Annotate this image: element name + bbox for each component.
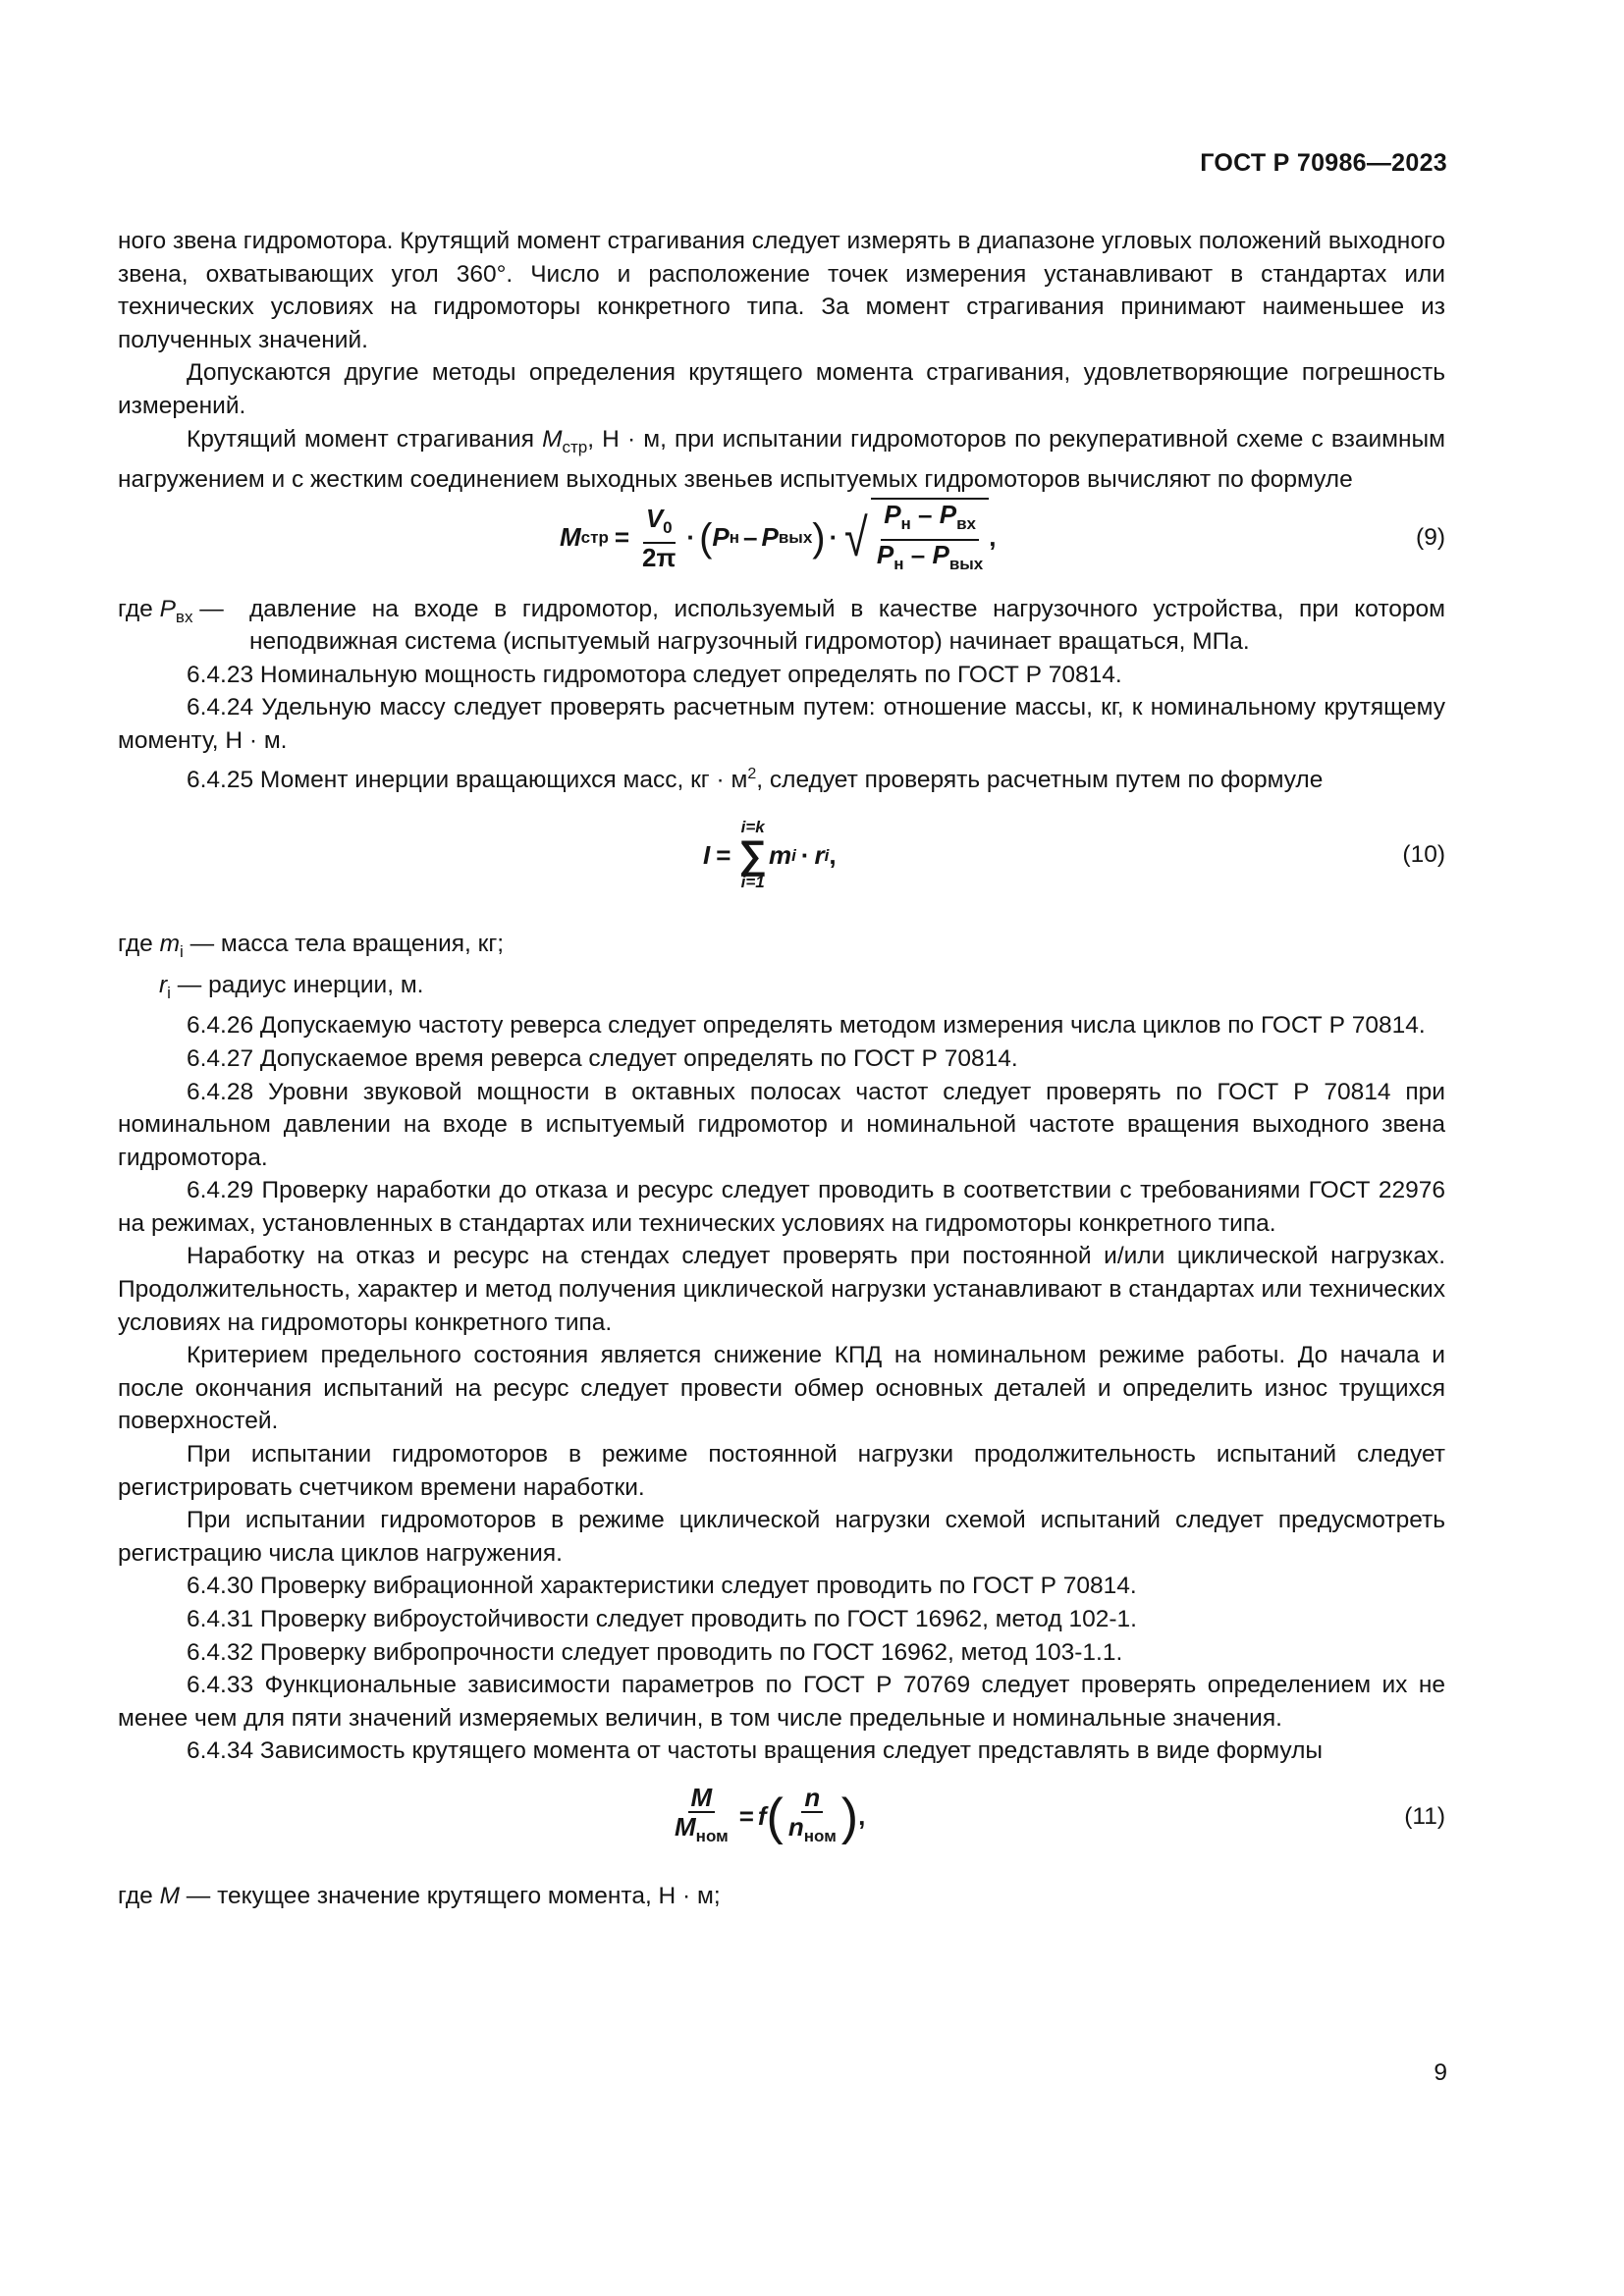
clause-6-4-30: 6.4.30 Проверку вибрационной характеристики следует проводить по ГОСТ Р 70814.: [187, 1573, 1137, 1600]
clause-6-4-24: 6.4.24 Удельную массу следует проверять расчетным путем: отношение массы, кг, к номинальному крутящему моменту, Н · м.: [118, 694, 1445, 755]
formula-9-body: M стр = $\frac{V_0}{2\pi}$ · ( P н – P вых ) · √ $\frac{P_н - P_{вх}}{P_н - P_{вых}}$ ,: [560, 505, 997, 571]
paragraph-other-methods: Допускаются другие методы определения крутящего момента страгивания, удовлетворяющие погрешность измерений.: [118, 359, 1445, 419]
formula-10: [118, 804, 1445, 906]
formula-number: (10): [1402, 841, 1445, 869]
formula-11: [118, 1776, 1445, 1858]
formula-number: (11): [1404, 1803, 1445, 1831]
fraction: $\frac{V_0}{2\pi}$: [642, 503, 677, 572]
clause-6-4-25: 6.4.25 Момент инерции вращающихся масс, кг · $м^2$, следует проверять расчетным путем по формуле: [187, 765, 1324, 793]
fraction: $\frac{n}{n_{ном}}$: [787, 1782, 837, 1846]
square-root: √ $\frac{P_н - P_{вх}}{P_н - P_{вых}}$: [841, 498, 989, 576]
paragraph-constant-load: При испытании гидромоторов в режиме постоянной нагрузки продолжительность испытаний следует регистрировать счетчиком времени наработки.: [118, 1441, 1445, 1501]
clause-6-4-23: 6.4.23 Номинальную мощность гидромотора следует определять по ГОСТ Р 70814.: [187, 661, 1122, 688]
formula-11-body: $\frac{M}{M_{ном}}$ = f ( $\frac{n}{n_{ном}}$ ) ,: [668, 1776, 865, 1858]
clause-6-4-27: 6.4.27 Допускаемое время реверса следует определять по ГОСТ Р 70814.: [187, 1044, 1018, 1072]
formula-9: [118, 500, 1445, 573]
clause-6-4-26: 6.4.26 Допускаемую частоту реверса следует определять методом измерения числа циклов по ГОСТ Р 70814.: [187, 1012, 1426, 1040]
sum-sign: i=k ∑ i=1: [738, 818, 767, 892]
clause-6-4-34: 6.4.34 Зависимость крутящего момента от частоты вращения следует представлять в виде формулы: [187, 1737, 1324, 1765]
clause-6-4-32: 6.4.32 Проверку вибропрочности следует проводить по ГОСТ 16962, метод 103-1.1.: [187, 1638, 1123, 1666]
formula-10-body: I = i=k ∑ i=1 m i · r i ,: [703, 818, 837, 892]
definition-p-in: где $P_{вх}$ — давление на входе в гидромотор, используемый в качестве нагрузочного устройства, при котором неподвижная система (испытуемый нагрузочный гидромотор) начинает вращаться, МПа.: [118, 595, 1445, 656]
fraction: $\frac{M}{M_{ном}}$: [675, 1782, 729, 1846]
document-code: ГОСТ Р 70986—2023: [1200, 149, 1447, 177]
paragraph-limit-state: Критерием предельного состояния является снижение КПД на номинальном режиме работы. До начала и после окончания испытаний на ресурс следует провести обмер основных деталей и определить износ трущихся поверхностей.: [118, 1342, 1445, 1435]
clause-6-4-31: 6.4.31 Проверку виброустойчивости следует проводить по ГОСТ 16962, метод 102-1.: [187, 1606, 1137, 1633]
clause-6-4-33: 6.4.33 Функциональные зависимости параметров по ГОСТ Р 70769 следует проверять определением их не менее чем для пяти значений измеряемых величин, в том числе предельные и номинальные значения.: [118, 1672, 1445, 1732]
page-body: [118, 225, 1445, 1913]
page-number: 9: [1434, 2059, 1447, 2086]
paragraph-continuation: ного звена гидромотора. Крутящий момент страгивания следует измерять в диапазоне угловых положений выходного звена, охватывающих угол 360°. Число и расположение точек измерения устанавливают в стандартах или технических условиях на гидромоторы конкретного типа. За момент страгивания принимают наименьшее из полученных значений.: [118, 228, 1445, 353]
definition-r-i: $r_i$ — радиус инерции, м.: [159, 971, 424, 1002]
paragraph-cyclic-load: При испытании гидромоторов в режиме циклической нагрузки схемой испытаний следует предусмотреть регистрацию числа циклов нагружения.: [118, 1507, 1445, 1567]
clause-6-4-28: 6.4.28 Уровни звуковой мощности в октавных полосах частот следует проверять по ГОСТ Р 70814 при номинальном давлении на входе в испытуемый гидромотор и номинальной частоте вращения выходного звена гидромотора.: [118, 1078, 1445, 1171]
paragraph-mtbf: Наработку на отказ и ресурс на стендах следует проверять при постоянной и/или циклической нагрузках. Продолжительность, характер и метод получения циклической нагрузки устанавливают в стандартах или технических условиях на гидромоторы конкретного типа.: [118, 1243, 1445, 1336]
clause-6-4-29: 6.4.29 Проверку наработки до отказа и ресурс следует проводить в соответствии с требованиями ГОСТ 22976 на режимах, установленных в стандартах или технических условиях на гидромоторы конкретного типа.: [118, 1177, 1445, 1237]
formula-number: (9): [1416, 523, 1445, 551]
definition-m-i: где $m_i$ — масса тела вращения, кг;: [118, 931, 505, 962]
paragraph-breakaway-torque: Крутящий момент страгивания $M_{стр}$, Н · м, при испытании гидромоторов по рекуперативной схеме с взаимным нагружением и с жестким соединением выходных звеньев испытуемых гидромоторов вычисляют по формуле: [118, 425, 1445, 494]
definition-m: где M — текущее значение крутящего момента, Н · м;: [118, 1882, 721, 1909]
